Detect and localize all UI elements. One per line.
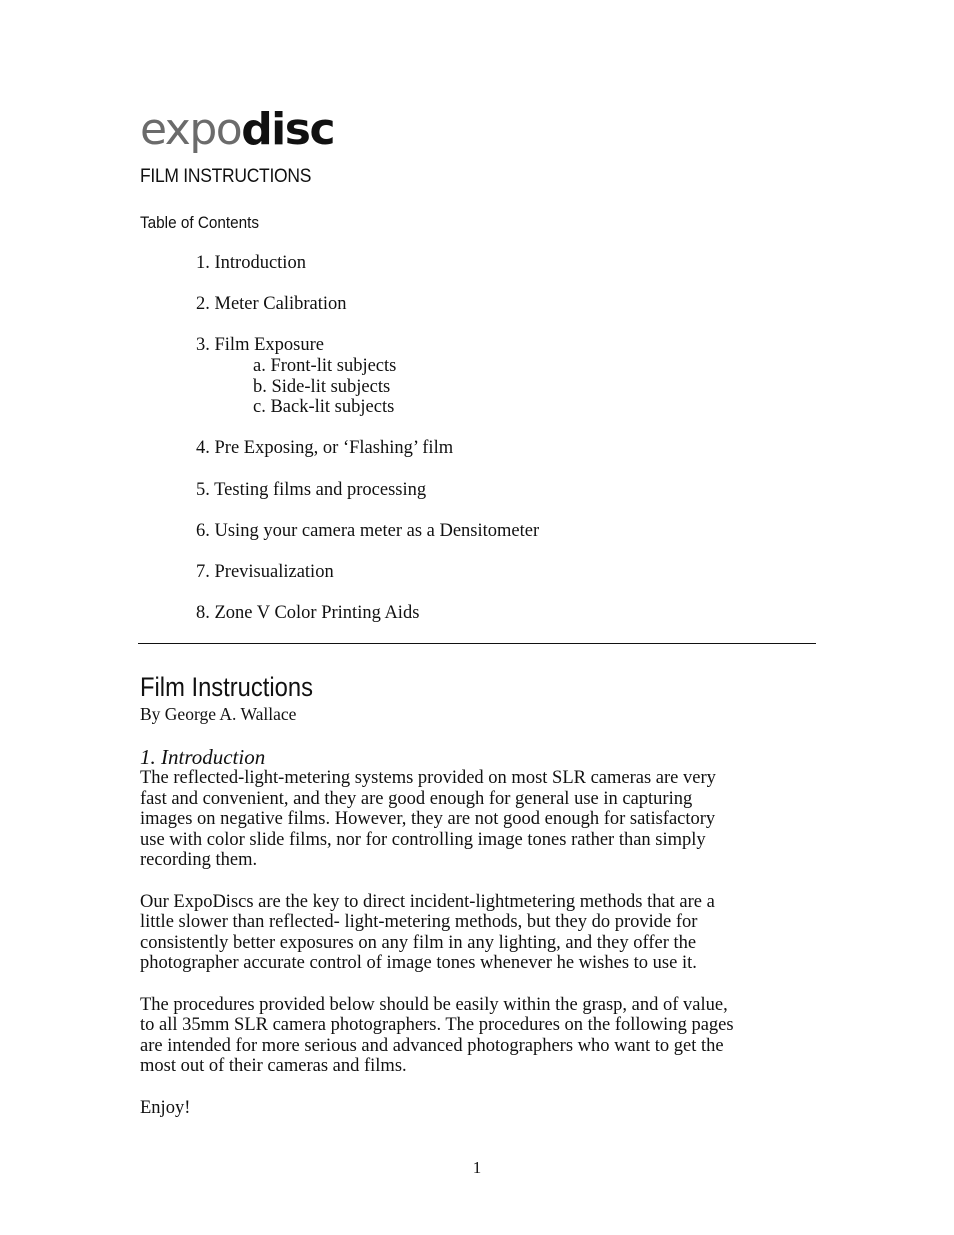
toc-heading: Table of Contents: [140, 213, 260, 232]
paragraph: [140, 995, 816, 1077]
logo-bold-text: disc: [241, 104, 335, 155]
paragraph-line: Enjoy!: [140, 1097, 191, 1118]
paragraph-line: little slower than reflected- light-metering methods, but they do provide for: [140, 912, 698, 933]
paragraph: [140, 892, 816, 974]
logo-light-text: expo: [140, 104, 242, 155]
introduction-heading: 1. Introduction: [140, 745, 266, 769]
paragraph-line: use with color slide films, nor for controlling image tones rather than simply: [140, 829, 706, 850]
paragraph: [140, 1098, 816, 1119]
paragraph-line: photographer accurate control of image tones whenever he wishes to use it.: [140, 953, 697, 974]
introduction-body: [140, 768, 816, 1139]
paragraph-line: The reflected-light-metering systems provided on most SLR cameras are very: [140, 768, 716, 788]
expodisc-logo: [140, 104, 335, 155]
toc-subitem-back-lit: c. Back-lit subjects: [253, 397, 395, 418]
toc-item-film-exposure: 3. Film Exposure: [196, 335, 324, 356]
section-title: Film Instructions: [140, 672, 313, 702]
paragraph-line: consistently better exposures on any film in any lighting, and they offer the: [140, 932, 697, 953]
document-subtitle: FILM INSTRUCTIONS: [140, 166, 312, 187]
paragraph-line: The procedures provided below should be easily within the grasp, and of value,: [140, 994, 728, 1015]
toc-item-previsualization: 7. Previsualization: [196, 561, 334, 582]
paragraph-line: fast and convenient, and they are good enough for general use in capturing: [140, 788, 693, 809]
paragraph: [140, 768, 816, 871]
toc-subitem-side-lit: b. Side-lit subjects: [253, 376, 391, 397]
paragraph-line: are intended for more serious and advanced photographers who want to get the: [140, 1035, 724, 1056]
toc-item-meter-calibration: 2. Meter Calibration: [196, 294, 347, 315]
toc-item-zone-v: 8. Zone V Color Printing Aids: [196, 603, 420, 624]
toc-item-introduction: 1. Introduction: [196, 253, 306, 273]
paragraph-line: to all 35mm SLR camera photographers. The procedures on the following pages: [140, 1015, 734, 1036]
toc-item-densitometer: 6. Using your camera meter as a Densitometer: [196, 520, 540, 541]
toc-subitem-front-lit: a. Front-lit subjects: [253, 355, 397, 376]
paragraph-line: recording them.: [140, 850, 258, 871]
author-byline: By George A. Wallace: [140, 704, 297, 724]
page-number: 1: [472, 1158, 482, 1177]
paragraph-line: most out of their cameras and films.: [140, 1056, 407, 1077]
paragraph-line: images on negative films. However, they are not good enough for satisfactory: [140, 809, 716, 830]
toc-item-testing-films: 5. Testing films and processing: [196, 479, 427, 500]
table-of-contents: [196, 253, 539, 624]
paragraph-line: Our ExpoDiscs are the key to direct incident-lightmetering methods that are a: [140, 891, 715, 912]
section-divider: [138, 643, 816, 644]
toc-item-pre-exposing: 4. Pre Exposing, or ‘Flashing’ film: [196, 438, 454, 459]
